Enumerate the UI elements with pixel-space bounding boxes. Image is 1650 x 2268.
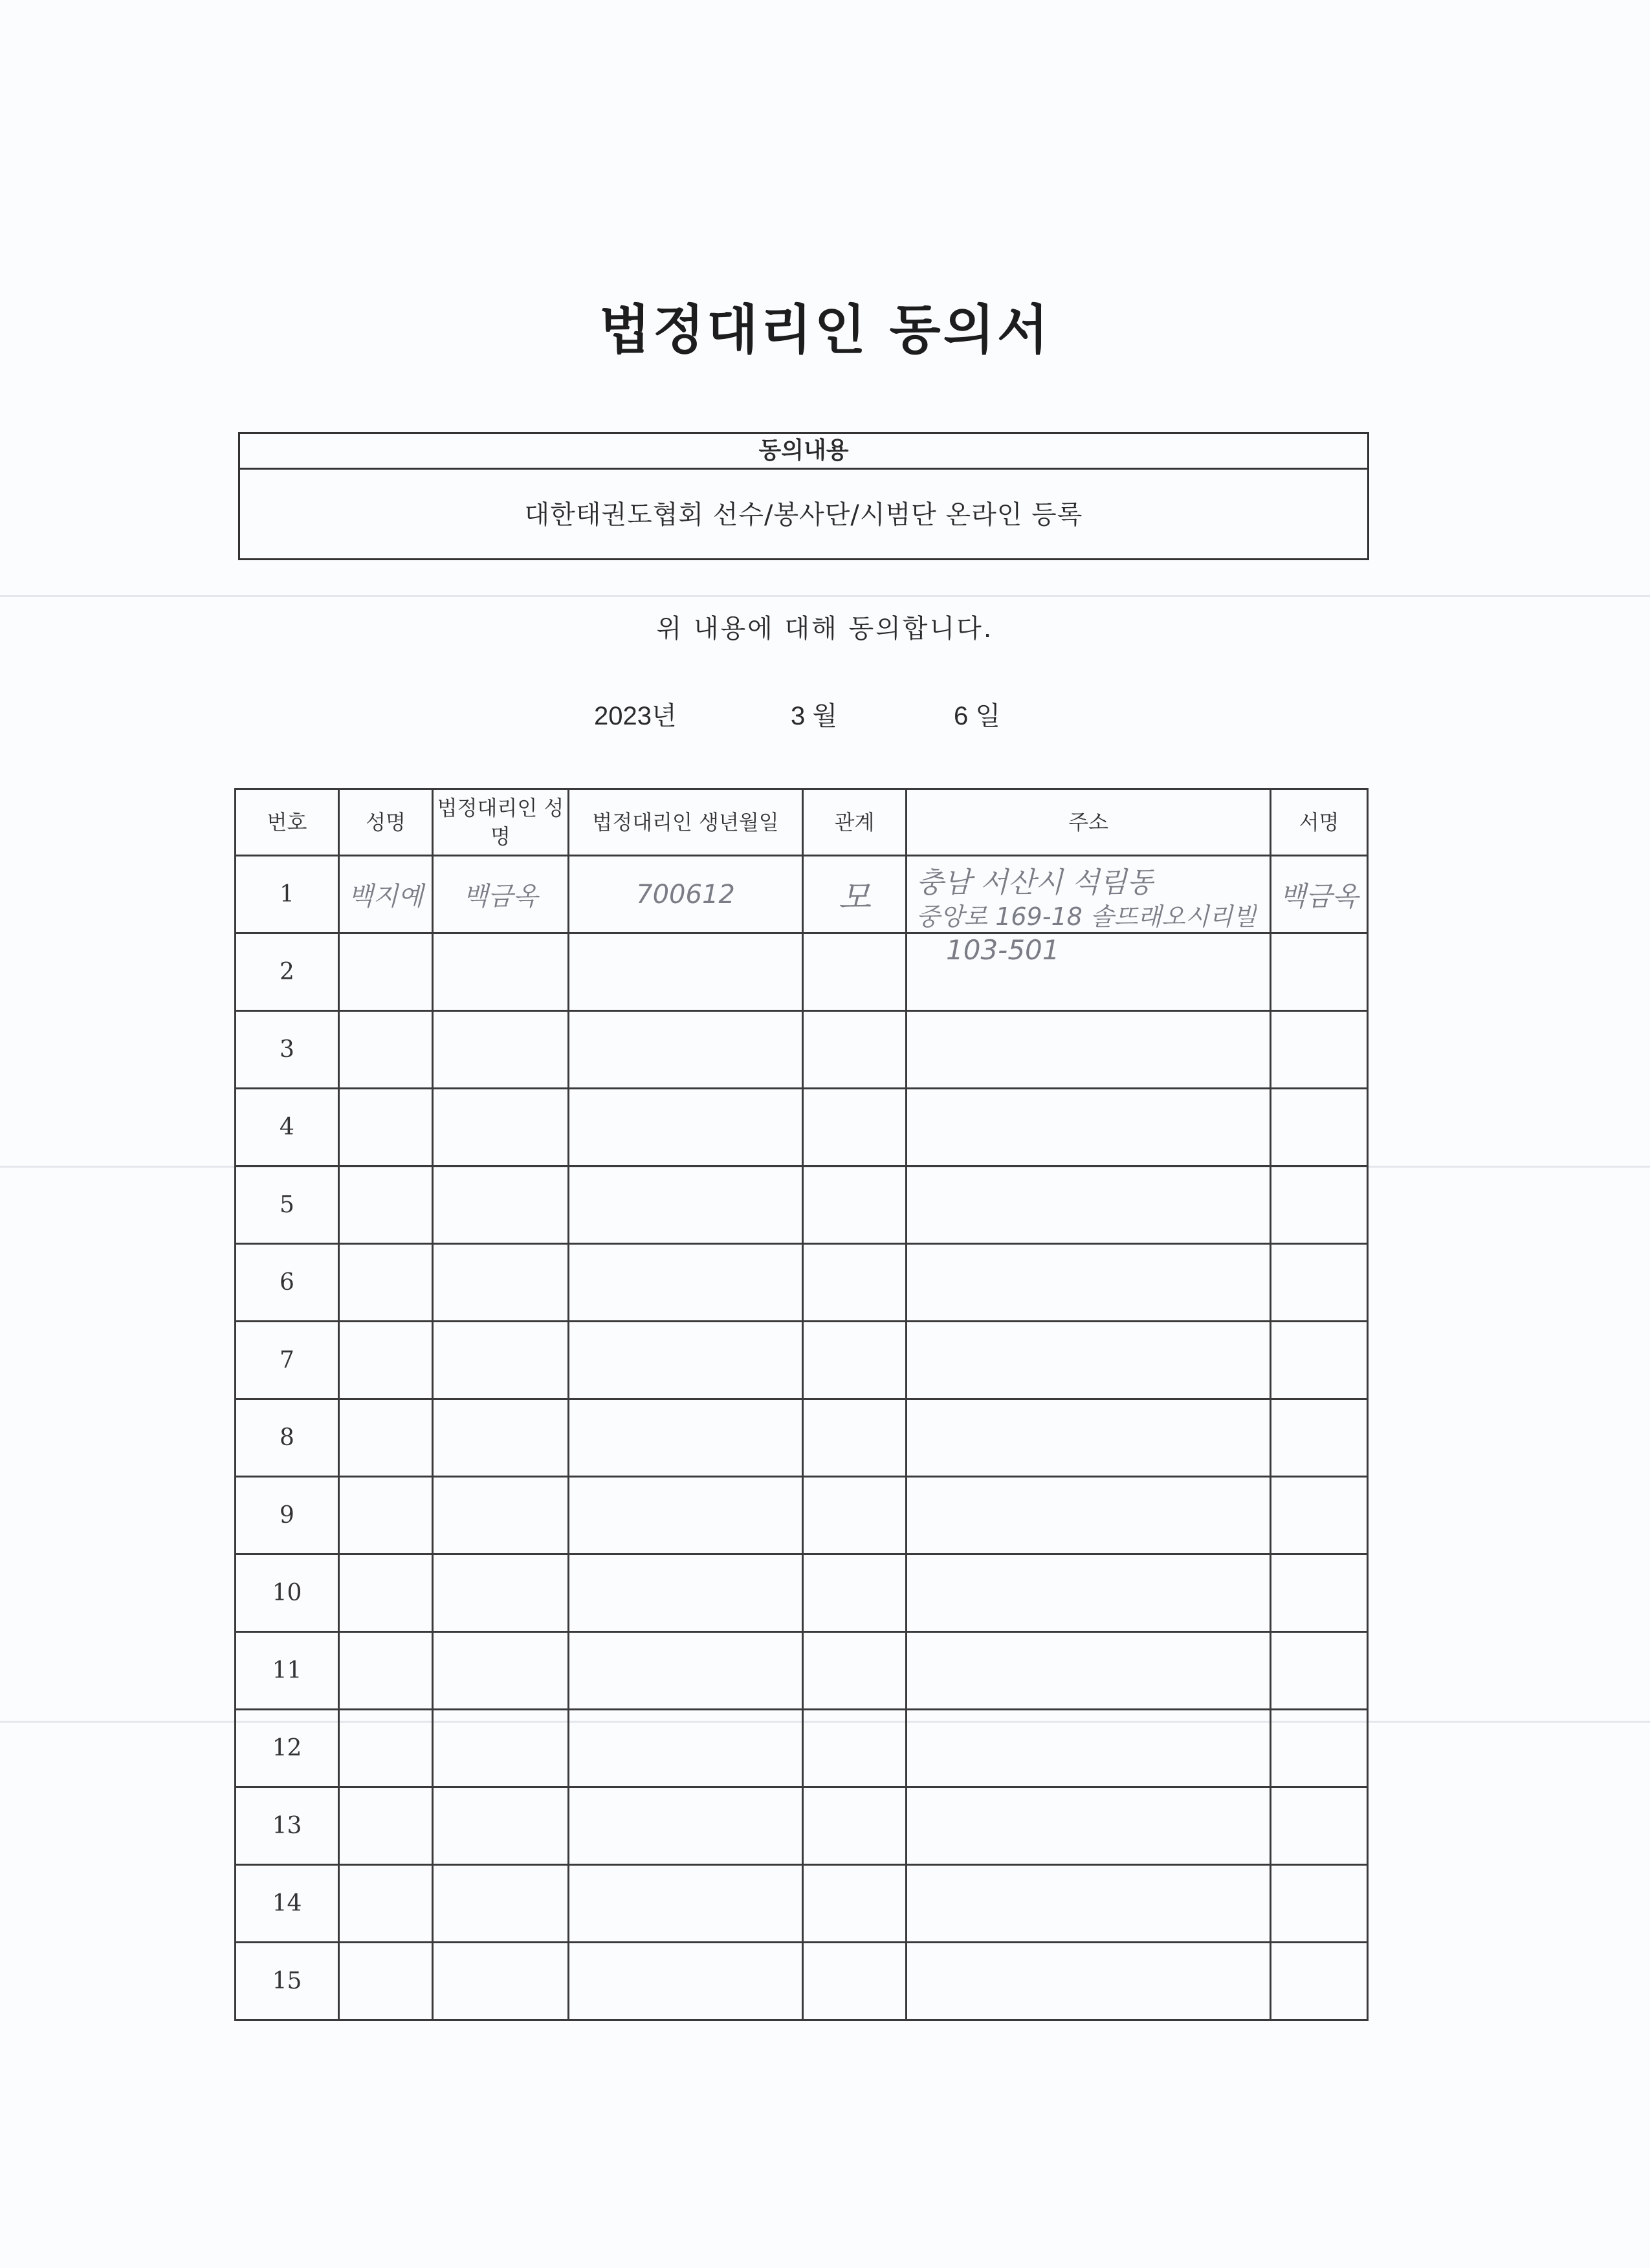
empty-cell — [803, 933, 907, 1011]
empty-cell — [433, 1399, 569, 1477]
entry-guardian-name-cell — [433, 856, 569, 933]
empty-cell — [803, 1011, 907, 1089]
empty-cell — [1271, 1787, 1368, 1865]
empty-cell — [339, 1632, 433, 1710]
empty-cell — [339, 1011, 433, 1089]
empty-cell — [803, 1632, 907, 1710]
entry-address-line2: 중앙로 169-18 솔뜨래오시리빌 — [916, 902, 1257, 931]
empty-cell — [433, 1166, 569, 1244]
empty-cell — [1271, 933, 1368, 1011]
entry-signature-cell — [1271, 856, 1368, 933]
empty-cell — [569, 1554, 803, 1632]
empty-cell — [339, 1244, 433, 1322]
empty-cell — [803, 1787, 907, 1865]
row-number: 5 — [236, 1166, 339, 1244]
empty-cell — [1271, 1011, 1368, 1089]
empty-cell — [803, 1554, 907, 1632]
empty-cell — [339, 1787, 433, 1865]
entry-address-cell — [907, 856, 1271, 966]
empty-cell — [803, 1865, 907, 1943]
header-name: 성명 — [339, 789, 433, 856]
consent-content: 대한태권도협회 선수/봉사단/시범단 온라인 등록 — [524, 500, 1083, 530]
row-number: 8 — [236, 1399, 339, 1477]
guardian-table — [234, 788, 1369, 2021]
table-row — [236, 933, 1368, 1011]
empty-cell — [1271, 1865, 1368, 1943]
table-row — [236, 1710, 1368, 1787]
empty-cell — [803, 1166, 907, 1244]
empty-cell — [569, 1166, 803, 1244]
header-signature: 서명 — [1271, 789, 1368, 856]
empty-cell — [1271, 1322, 1368, 1399]
empty-cell — [1271, 1943, 1368, 2020]
entry-address-line3: 103-501 — [946, 934, 1060, 966]
empty-cell — [433, 1554, 569, 1632]
consent-header: 동의내용 — [240, 434, 1367, 470]
empty-cell — [339, 1399, 433, 1477]
empty-cell — [569, 1322, 803, 1399]
row-number: 7 — [236, 1322, 339, 1399]
empty-cell — [907, 1399, 1271, 1477]
empty-cell — [803, 1943, 907, 2020]
empty-cell — [433, 1710, 569, 1787]
row-number: 14 — [236, 1865, 339, 1943]
empty-cell — [433, 1089, 569, 1166]
empty-cell — [433, 1011, 569, 1089]
empty-cell — [907, 1632, 1271, 1710]
entry-relation-cell — [803, 856, 907, 933]
empty-cell — [907, 1166, 1271, 1244]
empty-cell — [1271, 1399, 1368, 1477]
table-row — [236, 1943, 1368, 2020]
table-row — [236, 1399, 1368, 1477]
row-number: 15 — [236, 1943, 339, 2020]
empty-cell — [433, 1322, 569, 1399]
entry-guardian-birth-cell — [569, 856, 803, 933]
entry-relation: 모 — [838, 878, 871, 917]
empty-cell — [569, 1710, 803, 1787]
empty-cell — [907, 1011, 1271, 1089]
table-header-row — [236, 789, 1368, 856]
empty-cell — [803, 1477, 907, 1554]
entry-name: 백지예 — [348, 882, 423, 911]
table-row — [236, 1322, 1368, 1399]
table-row — [236, 1244, 1368, 1322]
empty-cell — [339, 1943, 433, 2020]
row-number: 11 — [236, 1632, 339, 1710]
empty-cell — [803, 1399, 907, 1477]
row-number: 3 — [236, 1011, 339, 1089]
header-no: 번호 — [236, 789, 339, 856]
table-row — [236, 1089, 1368, 1166]
header-address: 주소 — [907, 789, 1271, 856]
table-row — [236, 1477, 1368, 1554]
empty-cell — [433, 1787, 569, 1865]
empty-cell — [569, 933, 803, 1011]
entry-address-line1: 충남 서산시 석림동 — [916, 866, 1155, 899]
empty-cell — [907, 1089, 1271, 1166]
date-day: 6 일 — [954, 702, 1000, 730]
empty-cell — [1271, 1632, 1368, 1710]
empty-cell — [907, 1865, 1271, 1943]
empty-cell — [339, 1166, 433, 1244]
empty-cell — [339, 1477, 433, 1554]
empty-cell — [433, 1632, 569, 1710]
consent-box — [238, 432, 1369, 560]
empty-cell — [803, 1322, 907, 1399]
empty-cell — [907, 1477, 1271, 1554]
entry-guardian-name: 백금옥 — [463, 882, 538, 911]
empty-cell — [907, 1244, 1271, 1322]
header-guardian-name: 법정대리인 성명 — [433, 789, 569, 856]
empty-cell — [569, 1787, 803, 1865]
entry-signature: 백금옥 — [1279, 880, 1359, 912]
empty-cell — [433, 1244, 569, 1322]
empty-cell — [569, 1399, 803, 1477]
table-row — [236, 1011, 1368, 1089]
header-guardian-birth: 법정대리인 생년월일 — [569, 789, 803, 856]
table-row — [236, 1787, 1368, 1865]
empty-cell — [569, 1632, 803, 1710]
table-row — [236, 856, 1368, 933]
row-number: 9 — [236, 1477, 339, 1554]
empty-cell — [339, 1865, 433, 1943]
fold-line — [0, 595, 1650, 597]
entry-guardian-birth: 700612 — [636, 879, 735, 910]
row-number: 10 — [236, 1554, 339, 1632]
empty-cell — [907, 1554, 1271, 1632]
entry-address — [907, 856, 1270, 966]
empty-cell — [569, 1089, 803, 1166]
empty-cell — [907, 1943, 1271, 2020]
empty-cell — [433, 1865, 569, 1943]
empty-cell — [1271, 1166, 1368, 1244]
empty-cell — [907, 1322, 1271, 1399]
empty-cell — [569, 1865, 803, 1943]
row-number: 13 — [236, 1787, 339, 1865]
empty-cell — [339, 933, 433, 1011]
row-number: 2 — [236, 933, 339, 1011]
row-number: 4 — [236, 1089, 339, 1166]
table-row — [236, 1865, 1368, 1943]
empty-cell — [433, 1943, 569, 2020]
empty-cell — [569, 1943, 803, 2020]
entry-name-cell — [339, 856, 433, 933]
empty-cell — [1271, 1554, 1368, 1632]
empty-cell — [907, 1787, 1271, 1865]
header-relation: 관계 — [803, 789, 907, 856]
table-row — [236, 1166, 1368, 1244]
table-row — [236, 1554, 1368, 1632]
empty-cell — [433, 933, 569, 1011]
table-row — [236, 1632, 1368, 1710]
document-title: 법정대리인 동의서 — [599, 300, 1051, 361]
row-number: 1 — [236, 856, 339, 933]
empty-cell — [1271, 1477, 1368, 1554]
row-number: 12 — [236, 1710, 339, 1787]
empty-cell — [339, 1089, 433, 1166]
empty-cell — [569, 1011, 803, 1089]
empty-cell — [433, 1477, 569, 1554]
empty-cell — [339, 1322, 433, 1399]
empty-cell — [1271, 1244, 1368, 1322]
row-number: 6 — [236, 1244, 339, 1322]
empty-cell — [339, 1710, 433, 1787]
agreement-statement: 위 내용에 대해 동의합니다. — [656, 614, 994, 644]
date-year: 2023년 — [594, 702, 677, 730]
empty-cell — [339, 1554, 433, 1632]
empty-cell — [803, 1089, 907, 1166]
date-month: 3 월 — [791, 702, 837, 730]
empty-cell — [1271, 1710, 1368, 1787]
empty-cell — [1271, 1089, 1368, 1166]
empty-cell — [569, 1244, 803, 1322]
empty-cell — [569, 1477, 803, 1554]
empty-cell — [803, 1244, 907, 1322]
empty-cell — [907, 1710, 1271, 1787]
empty-cell — [803, 1710, 907, 1787]
